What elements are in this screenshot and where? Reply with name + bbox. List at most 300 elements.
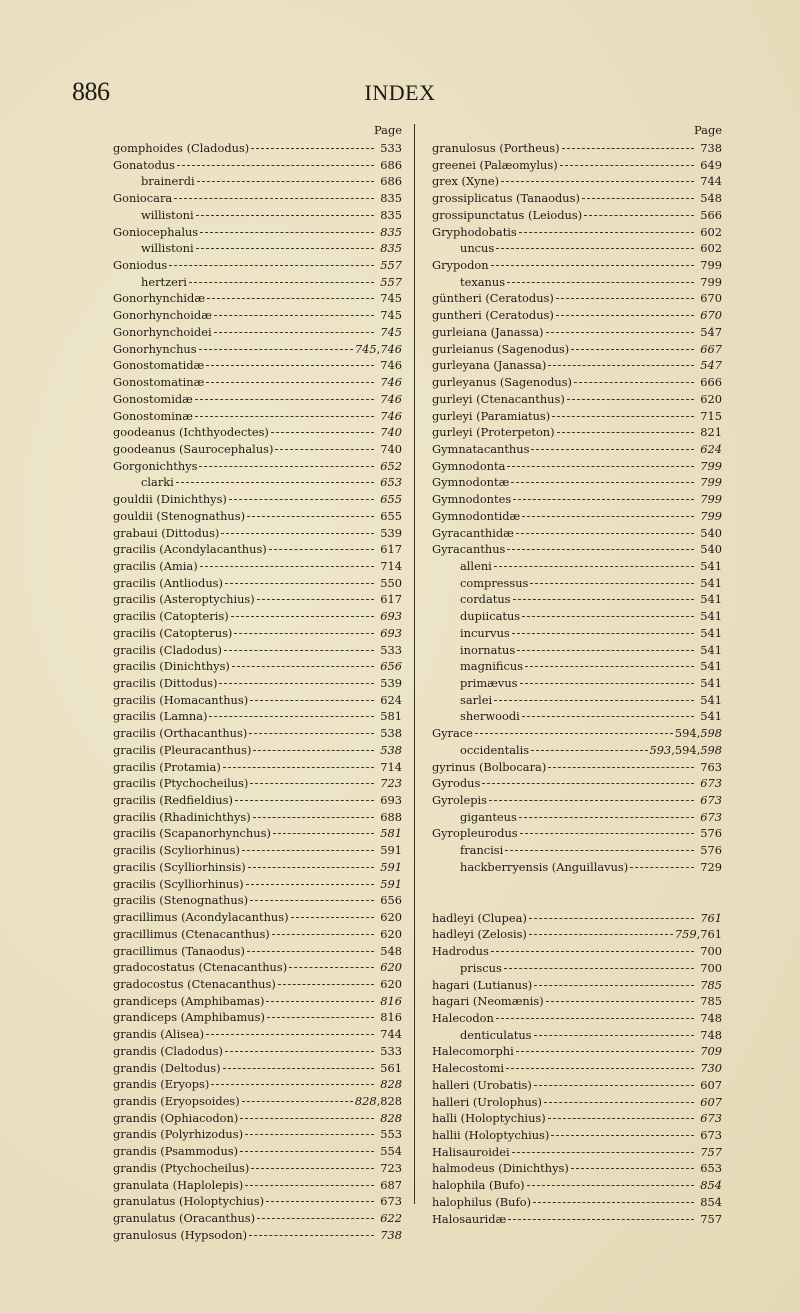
entry-page-refs: [376, 1143, 402, 1160]
page-ref: 816: [380, 993, 402, 1008]
column-header-page: Page: [694, 123, 722, 137]
dot-leader: [257, 1218, 374, 1219]
entry-term: hadleyi (Clupea): [432, 910, 527, 925]
entry-term: gouldii (Stenognathus): [113, 508, 246, 523]
entry-page-refs: [696, 1211, 722, 1228]
page-ref: 620: [380, 910, 402, 925]
index-entry: [432, 307, 722, 324]
dot-leader: [271, 432, 374, 433]
page-ref: 624: [700, 441, 722, 456]
page-ref: 593: [649, 742, 672, 757]
entry-term: gracilis (Cladodus): [113, 642, 222, 657]
index-entry: [113, 692, 402, 709]
entry-term: dupiicatus: [460, 609, 521, 624]
index-entry: [113, 892, 402, 909]
entry-term: granulatus (Oracanthus): [113, 1211, 256, 1225]
dot-leader: [529, 918, 694, 919]
dot-leader: [224, 650, 374, 651]
index-entry: [113, 173, 402, 190]
entry-page-refs: [376, 257, 402, 274]
entry-term: denticulatus: [460, 1027, 532, 1042]
page-ref: 607: [700, 1077, 722, 1092]
entry-page-refs: [376, 993, 402, 1010]
dot-leader: [522, 516, 694, 517]
entry-page-refs: [696, 708, 722, 725]
dot-leader: [253, 817, 374, 818]
entry-term: gracilis (Rhadinichthys): [113, 809, 251, 824]
dot-leader: [494, 566, 694, 567]
page-ref: 723: [380, 776, 402, 791]
page-ref: 656: [380, 893, 402, 908]
entry-term: hallii (Holoptychius): [432, 1127, 550, 1142]
index-entry: [432, 642, 722, 659]
index-entry: [113, 1177, 402, 1194]
page-ref: 688: [380, 809, 402, 824]
page-ref: 799: [700, 274, 722, 289]
entry-term: Gyracanthidæ: [432, 525, 514, 540]
dot-leader: [211, 1084, 374, 1085]
entry-term: Goniocephalus: [113, 224, 199, 239]
page-ref: 799: [700, 492, 722, 507]
entry-term: grandis (Eryops): [113, 1077, 210, 1092]
entry-term: gracilis (Scapanorhynchus): [113, 826, 271, 841]
dot-leader: [531, 750, 647, 751]
dot-leader: [544, 1102, 694, 1103]
index-entry: [113, 959, 402, 976]
entry-page-refs: [696, 792, 722, 809]
entry-term: Goniocara: [113, 191, 173, 206]
index-entry: [113, 926, 402, 943]
entry-term: brainerdi: [141, 174, 195, 189]
entry-term: gracilis (Acondylacanthus): [113, 542, 267, 557]
entry-page-refs: [376, 508, 402, 525]
index-entry: [432, 374, 722, 391]
entry-page-refs: [696, 357, 722, 374]
dot-leader: [519, 232, 694, 233]
page-ref: 693: [380, 625, 402, 640]
dot-leader: [506, 1068, 694, 1069]
entry-page-refs: [696, 1060, 722, 1077]
index-entry: [432, 809, 722, 826]
page-ref: 835: [380, 241, 402, 256]
page-ref: 761: [700, 910, 722, 925]
dot-leader: [534, 1035, 695, 1036]
index-entry: [113, 474, 402, 491]
entry-term: Halecomorphi: [432, 1044, 514, 1059]
page-ref: 653: [700, 1161, 722, 1176]
page-ref: 624: [380, 692, 402, 707]
page-ref: 617: [380, 592, 402, 607]
entry-page-refs: [696, 525, 722, 542]
entry-term: texanus: [460, 274, 506, 289]
dot-leader: [269, 549, 374, 550]
dot-leader: [250, 700, 374, 701]
index-entry: [432, 224, 722, 241]
entry-page-refs: [376, 474, 402, 491]
dot-leader: [250, 783, 374, 784]
dot-leader: [512, 633, 694, 634]
entry-term: Gonostomatidæ: [113, 358, 205, 373]
entry-page-refs: [376, 775, 402, 792]
index-entry: [113, 792, 402, 809]
dot-leader: [195, 416, 374, 417]
index-entry: [113, 391, 402, 408]
dot-leader: [219, 683, 374, 684]
entry-term: gurleyi (Proterpeton): [432, 425, 555, 440]
entry-page-refs: [376, 140, 402, 157]
page-ref: 738: [700, 141, 722, 155]
dot-leader: [245, 1134, 374, 1135]
index-entry: [432, 257, 722, 274]
page-ref: 649: [700, 157, 722, 172]
dot-leader: [291, 917, 374, 918]
page-ref: 541: [700, 592, 722, 607]
entry-page-refs: [696, 558, 722, 575]
dot-leader: [507, 466, 694, 467]
index-entry: [113, 1193, 402, 1210]
page-ref: 700: [700, 960, 722, 975]
index-entry: [113, 725, 402, 742]
entry-term: gracilis (Dittodus): [113, 676, 218, 690]
entry-term: Grypodon: [432, 258, 489, 273]
dot-leader: [289, 967, 374, 968]
index-entry: [432, 825, 722, 842]
page-ref: 746: [380, 408, 402, 423]
entry-term: occidentalis: [460, 742, 530, 757]
entry-term: Gyrolepis: [432, 793, 488, 808]
page-ref: 667: [700, 341, 722, 356]
index-entry: [432, 792, 722, 809]
entry-page-refs: [696, 1160, 722, 1177]
entry-page-refs: [696, 324, 722, 341]
entry-term: grandis (Ptychocheilus): [113, 1160, 250, 1175]
entry-term: Gonorhynchoidæ: [113, 308, 212, 323]
entry-term: granulatus (Holoptychius): [113, 1194, 265, 1209]
entry-page-refs: [376, 842, 402, 859]
dot-leader: [242, 1101, 353, 1102]
index-entry: [113, 976, 402, 993]
index-entry: [432, 591, 722, 608]
page-ref: 745: [380, 291, 402, 306]
dot-leader: [501, 181, 694, 182]
dot-leader: [534, 1085, 694, 1086]
dot-leader: [199, 349, 353, 350]
index-entry: [113, 157, 402, 174]
page-ref: 673: [700, 1111, 722, 1126]
index-entry: [432, 1144, 722, 1161]
entry-page-refs: [696, 591, 722, 608]
index-entry: [113, 1026, 402, 1043]
entry-page-refs: [696, 173, 722, 190]
page-ref: 576: [700, 826, 722, 841]
entry-term: Gonorhynchus: [113, 341, 197, 356]
entry-page-refs: [696, 759, 722, 776]
entry-page-refs: [376, 1076, 402, 1093]
dot-leader: [240, 1151, 374, 1152]
page-ref: 693: [380, 793, 402, 808]
dot-leader: [177, 165, 374, 166]
entry-page-refs: 745,746: [354, 341, 402, 356]
page-ref: 835: [380, 207, 402, 222]
index-entry: [432, 474, 722, 491]
page-ref: 785: [700, 977, 722, 992]
entry-term: gracilis (Scylliorhinus): [113, 876, 244, 891]
entry-term: guntheri (Ceratodus): [432, 308, 554, 323]
page-ref: 673: [700, 809, 722, 824]
entry-term: grandis (Polyrhizodus): [113, 1127, 244, 1142]
page-ref: 533: [380, 642, 402, 657]
index-entry: [432, 608, 722, 625]
entry-term: alleni: [460, 558, 492, 573]
entry-list: [113, 140, 402, 1243]
index-entry: [113, 1227, 402, 1244]
index-entry: [113, 190, 402, 207]
page-ref: 670: [700, 291, 722, 306]
index-entry: [432, 993, 722, 1010]
index-entry: [113, 1009, 402, 1026]
entry-page-refs: [376, 424, 402, 441]
entry-page-refs: [376, 926, 402, 943]
entry-page-refs: [376, 675, 402, 692]
index-entry: [113, 290, 402, 307]
entry-term: halleri (Urobatis): [432, 1077, 532, 1092]
index-entry: [113, 558, 402, 575]
page-ref: 550: [380, 575, 402, 590]
page-ref: 591: [380, 843, 402, 858]
entry-term: hadleyi (Zelosis): [432, 927, 527, 942]
entry-term: gurleyanus (Sagenodus): [432, 375, 573, 390]
dot-leader: [207, 298, 374, 299]
entry-page-refs: [696, 993, 722, 1010]
entry-term: Gonatodus: [113, 157, 175, 172]
dot-leader: [516, 1051, 694, 1052]
entry-page-refs: 759,761: [674, 927, 722, 942]
page-ref: 539: [380, 676, 402, 690]
page-ref: 539: [380, 525, 402, 540]
index-entry: [113, 859, 402, 876]
index-entry: [113, 575, 402, 592]
entry-term: gracillimus (Tanaodus): [113, 943, 245, 958]
page-ref: 598: [700, 742, 722, 757]
page-ref: 602: [700, 224, 722, 239]
index-entry: [432, 692, 722, 709]
index-entry: [113, 658, 402, 675]
dot-leader: [246, 884, 374, 885]
dot-leader: [206, 365, 374, 366]
entry-page-refs: [696, 809, 722, 826]
index-entry: [113, 1210, 402, 1227]
entry-term: sarlei: [460, 692, 493, 707]
page-ref: 533: [380, 1043, 402, 1058]
entry-page-refs: [376, 190, 402, 207]
page-ref: 828: [380, 1093, 402, 1108]
entry-page-refs: [696, 692, 722, 709]
entry-page-refs: [376, 892, 402, 909]
entry-page-refs: [696, 658, 722, 675]
entry-page-refs: [376, 642, 402, 659]
entry-page-refs: [696, 341, 722, 358]
index-entry: [113, 341, 402, 358]
entry-term: gracilis (Pleuracanthus): [113, 742, 252, 757]
entry-page-refs: [376, 207, 402, 224]
dot-leader: [267, 1017, 374, 1018]
dot-leader: [548, 767, 694, 768]
page-ref: 670: [700, 308, 722, 323]
column-divider: [414, 124, 415, 1204]
page-ref: 553: [380, 1127, 402, 1142]
dot-leader: [223, 1068, 374, 1069]
dot-leader: [491, 265, 694, 266]
entry-page-refs: [696, 608, 722, 625]
entry-page-refs: [376, 374, 402, 391]
page-ref: 566: [700, 207, 722, 222]
page-ref: 666: [700, 375, 722, 390]
page-ref: 757: [700, 1211, 722, 1226]
page-ref: 594: [674, 726, 697, 741]
dot-leader: [249, 733, 374, 734]
dot-leader: [525, 666, 694, 667]
entry-term: gyrinus (Bolbocara): [432, 759, 547, 774]
entry-page-refs: [696, 424, 722, 441]
dot-leader: [240, 1118, 374, 1119]
dot-leader: [567, 399, 694, 400]
index-entry: [113, 240, 402, 257]
dot-leader: [562, 148, 694, 149]
entry-term: Gonorhynchidæ: [113, 291, 206, 306]
page-ref: 799: [700, 508, 722, 523]
entry-term: Halecodon: [432, 1010, 494, 1025]
dot-leader: [229, 499, 374, 500]
index-entry: [432, 625, 722, 642]
entry-page-refs: [696, 1027, 722, 1044]
page-ref: 854: [700, 1178, 722, 1193]
page-ref: 746: [380, 341, 402, 356]
dot-leader: [582, 198, 694, 199]
entry-term: grex (Xyne): [432, 174, 500, 189]
index-entry: [432, 658, 722, 675]
page-ref: 656: [380, 659, 402, 674]
index-entry: [113, 408, 402, 425]
entry-page-refs: [696, 1127, 722, 1144]
index-entry: [113, 708, 402, 725]
entry-term: grandis (Deltodus): [113, 1060, 221, 1075]
entry-term: Gyrace: [432, 726, 473, 741]
index-entry: [113, 491, 402, 508]
page-ref: 541: [700, 676, 722, 690]
entry-page-refs: [696, 491, 722, 508]
entry-term: Gymnatacanthus: [432, 441, 530, 456]
entry-term: clarki: [141, 475, 174, 490]
index-entry: [113, 876, 402, 893]
page-ref: 591: [380, 876, 402, 891]
entry-term: Halosauridæ: [432, 1211, 507, 1226]
entry-term: gouldii (Dinichthys): [113, 492, 227, 507]
dot-leader: [225, 583, 374, 584]
page-ref: 540: [700, 542, 722, 557]
page-ref: 785: [700, 994, 722, 1009]
entry-page-refs: [376, 240, 402, 257]
entry-page-refs: [376, 357, 402, 374]
page-ref: 591: [380, 859, 402, 874]
entry-term: gracilis (Amia): [113, 558, 198, 573]
entry-term: francisi: [460, 843, 504, 858]
entry-term: Gymnodontidæ: [432, 508, 521, 523]
page-ref: 746: [380, 358, 402, 373]
entry-term: willistoni: [141, 207, 194, 222]
dot-leader: [257, 599, 374, 600]
page-ref: 686: [380, 157, 402, 172]
entry-term: gurleyi (Ctenacanthus): [432, 391, 565, 406]
page-ref: 581: [380, 826, 402, 841]
page-ref: 538: [380, 726, 402, 741]
entry-term: gurleiana (Janassa): [432, 324, 544, 339]
page-ref: 763: [700, 759, 722, 774]
entry-page-refs: [376, 274, 402, 291]
dot-leader: [248, 867, 374, 868]
entry-page-refs: [376, 658, 402, 675]
entry-page-refs: [696, 977, 722, 994]
dot-leader: [546, 332, 695, 333]
page-ref: 541: [700, 609, 722, 624]
index-entry: [113, 993, 402, 1010]
entry-term: grossipunctatus (Leiodus): [432, 207, 583, 222]
dot-leader: [551, 1135, 694, 1136]
page-ref: 748: [700, 1010, 722, 1025]
entry-term: gracilis (Catopterus): [113, 625, 233, 640]
index-entry: [432, 725, 722, 742]
dot-leader: [253, 750, 374, 751]
dot-leader: [534, 985, 694, 986]
entry-page-refs: [376, 1160, 402, 1177]
page-ref: 746: [380, 391, 402, 406]
entry-page-refs: [376, 608, 402, 625]
page-ref: 828: [380, 1077, 402, 1092]
page-ref: 557: [380, 258, 402, 273]
index-entry: [113, 1060, 402, 1077]
page-title: INDEX: [364, 80, 436, 105]
index-entry: [113, 1160, 402, 1177]
entry-page-refs: [376, 742, 402, 759]
entry-term: halophilus (Bufo): [432, 1194, 532, 1209]
entry-page-refs: [376, 792, 402, 809]
entry-page-refs: [376, 976, 402, 993]
entry-term: Gyracanthus: [432, 542, 506, 557]
index-column-right: [432, 121, 722, 1227]
entry-term: grabaui (Dittodus): [113, 525, 220, 540]
entry-page-refs: [376, 391, 402, 408]
page-ref: 761: [700, 927, 722, 942]
page-ref: 740: [380, 441, 402, 456]
dot-leader: [556, 298, 694, 299]
entry-term: grandis (Psammodus): [113, 1144, 239, 1159]
page-ref: 744: [380, 1027, 402, 1042]
dot-leader: [214, 332, 374, 333]
page-ref: 835: [380, 224, 402, 239]
entry-page-refs: [696, 842, 722, 859]
dot-leader: [556, 315, 694, 316]
page-ref: 533: [380, 141, 402, 155]
page-ref: 693: [380, 609, 402, 624]
entry-term: güntheri (Ceratodus): [432, 291, 554, 306]
index-entry: [113, 759, 402, 776]
index-entry: [113, 1110, 402, 1127]
entry-page-refs: [696, 240, 722, 257]
entry-page-refs: [696, 642, 722, 659]
dot-leader: [491, 951, 694, 952]
index-entry: [432, 1127, 722, 1144]
dot-leader: [197, 181, 374, 182]
entry-term: gracilis (Scylliorhinsis): [113, 859, 246, 874]
